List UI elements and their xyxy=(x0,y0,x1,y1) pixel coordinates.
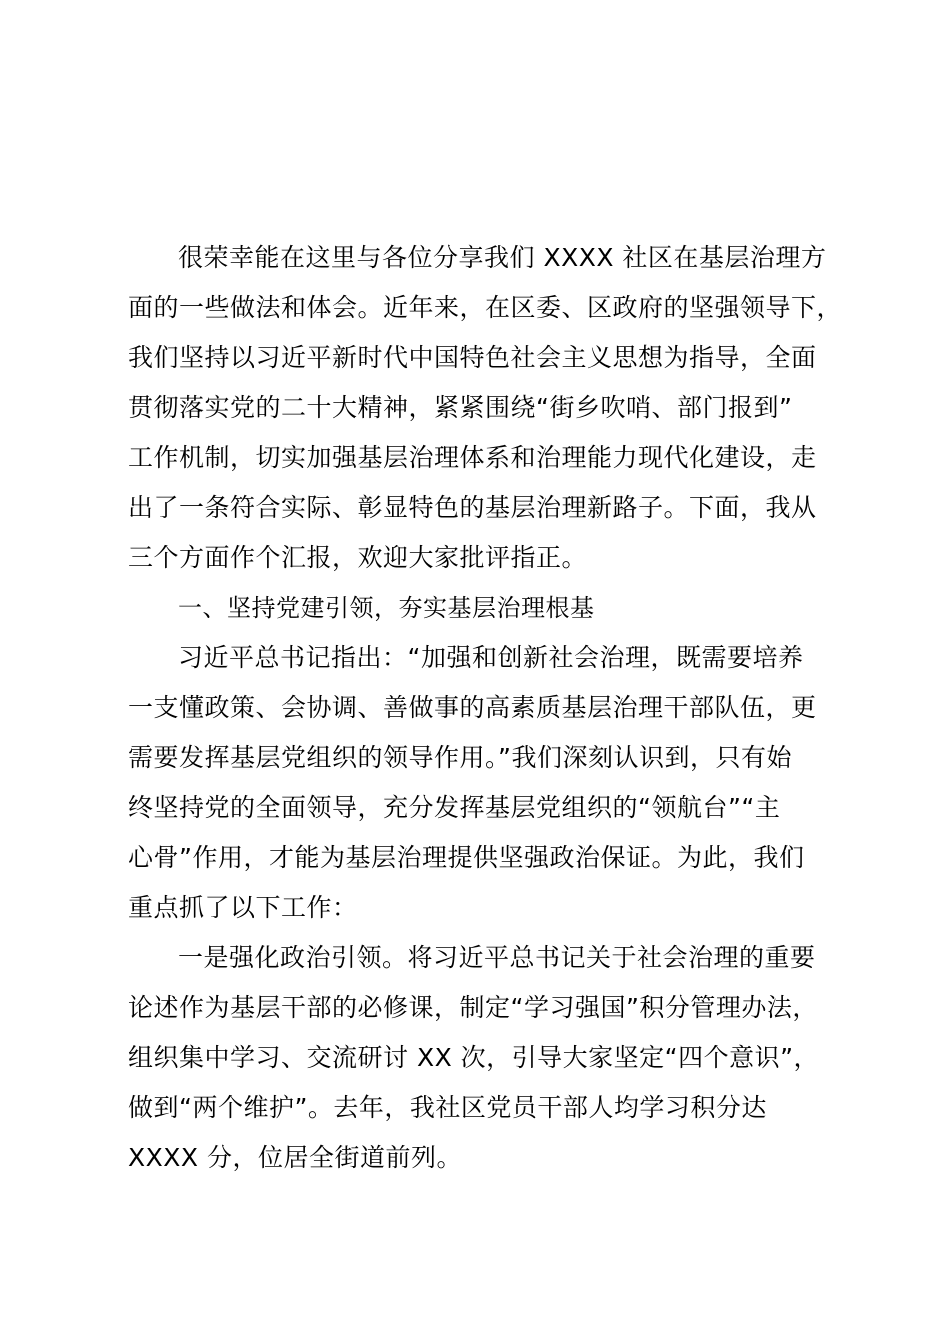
text-line: 面的一些做法和体会。近年来，在区委、区政府的坚强领导下， xyxy=(128,293,843,322)
intro-paragraph xyxy=(128,233,843,583)
text-line: 出了一条符合实际、彰显特色的基层治理新路子。下面，我从 xyxy=(128,493,817,522)
text-line: 重点抓了以下工作： xyxy=(128,893,358,922)
text-line: 论述作为基层干部的必修课，制定“学习强国”积分管理办法， xyxy=(128,993,818,1022)
text-line: 贯彻落实党的二十大精神，紧紧围绕“街乡吹哨、部门报到” xyxy=(128,393,793,422)
section-body-paragraph xyxy=(128,633,833,933)
text-line: 工作机制，切实加强基层治理体系和治理能力现代化建设，走 xyxy=(128,443,817,472)
text-line: 习近平总书记指出：“加强和创新社会治理，既需要培养 xyxy=(178,643,804,672)
text-line: 我们坚持以习近平新时代中国特色社会主义思想为指导，全面 xyxy=(128,343,817,372)
document-body xyxy=(128,233,843,1183)
text-line: 组织集中学习、交流研讨 XX 次，引导大家坚定“四个意识”， xyxy=(128,1043,820,1072)
text-line: 需要发挥基层党组织的领导作用。”我们深刻认识到，只有始 xyxy=(128,743,792,772)
text-line: 心骨”作用，才能为基层治理提供坚强政治保证。为此，我们 xyxy=(128,843,805,872)
text-line: 一支懂政策、会协调、善做事的高素质基层治理干部队伍，更 xyxy=(128,693,817,722)
text-line: 一是强化政治引领。将习近平总书记关于社会治理的重要 xyxy=(178,943,816,972)
text-line: 很荣幸能在这里与各位分享我们 XXXX 社区在基层治理方 xyxy=(178,243,827,272)
section-heading-text: 一、坚持党建引领，夯实基层治理根基 xyxy=(178,594,595,622)
point-paragraph xyxy=(128,933,833,1183)
text-line: XXXX 分，位居全街道前列。 xyxy=(128,1143,462,1172)
text-line: 做到“两个维护”。去年，我社区党员干部人均学习积分达 xyxy=(128,1093,767,1122)
text-line: 三个方面作个汇报，欢迎大家批评指正。 xyxy=(128,543,588,572)
section-heading xyxy=(128,583,833,633)
text-line: 终坚持党的全面领导，充分发挥基层党组织的“领航台”“主 xyxy=(128,793,781,822)
